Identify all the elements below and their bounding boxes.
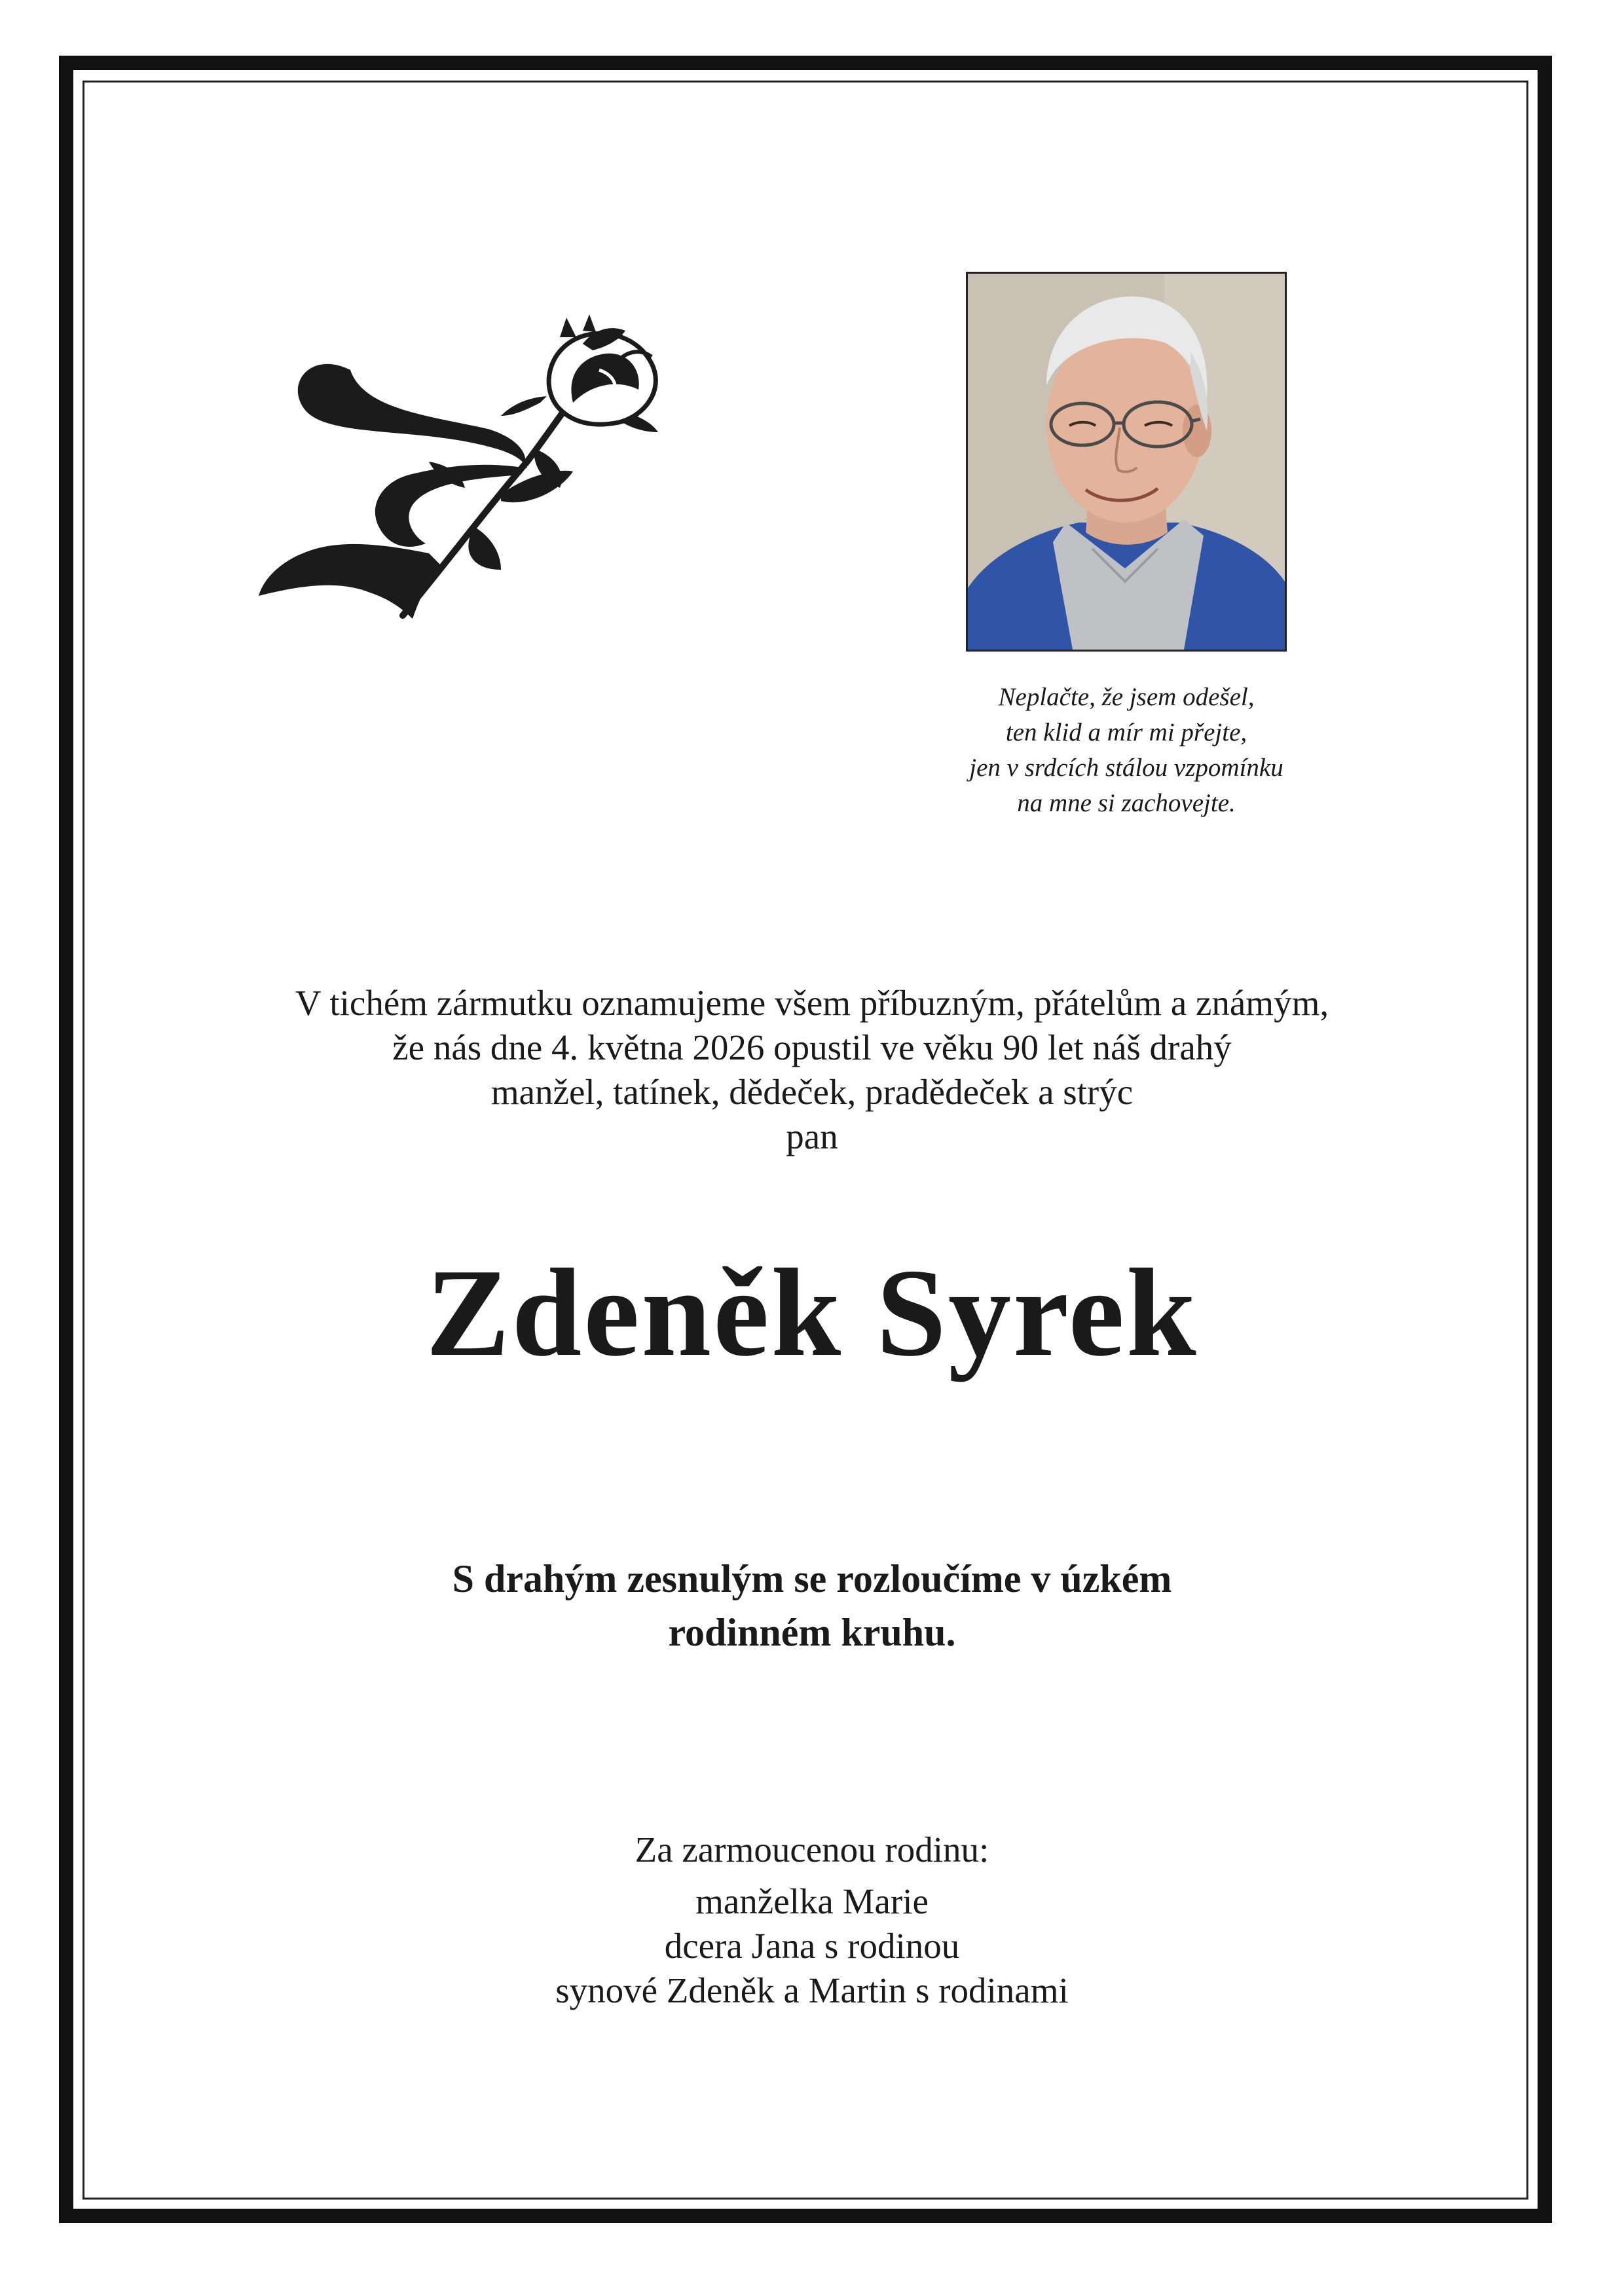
portrait-photo: [966, 272, 1287, 652]
signoff-heading: Za zarmoucenou rodinu:: [635, 1830, 989, 1870]
death-announcement: [131, 981, 1493, 1159]
poem-line: na mne si zachovejte.: [1017, 789, 1236, 817]
poem-line: Neplačte, že jsem odešel,: [998, 683, 1255, 711]
poem-line: jen v srdcích stálou vzpomínku: [969, 754, 1283, 782]
rose-with-ribbon-icon: [252, 311, 684, 625]
portrait-illustration: [968, 274, 1285, 650]
announcement-line: pan: [786, 1116, 838, 1156]
announcement-line: že nás dne 4. května 2026 opustil ve věku 90 let náš drahý: [392, 1027, 1232, 1067]
farewell-notice: [131, 1552, 1493, 1659]
deceased-name: Zdeněk Syrek: [426, 1243, 1198, 1382]
farewell-line: rodinném kruhu.: [668, 1611, 956, 1654]
announcement-line: manžel, tatínek, dědeček, pradědeček a strýc: [490, 1072, 1134, 1112]
signatory: dcera Jana s rodinou: [664, 1926, 960, 1966]
announcement-line: V tichém zármutku oznamujeme všem příbuzným, přátelům a známým,: [295, 983, 1329, 1023]
farewell-line: S drahým zesnulým se rozloučíme v úzkém: [452, 1557, 1172, 1600]
memorial-poem: [864, 680, 1388, 821]
family-signatories: [131, 1879, 1493, 2013]
signatory: manželka Marie: [695, 1881, 929, 1921]
poem-line: ten klid a mír mi přejte,: [1005, 718, 1247, 746]
signatory: synové Zdeněk a Martin s rodinami: [555, 1970, 1069, 2010]
